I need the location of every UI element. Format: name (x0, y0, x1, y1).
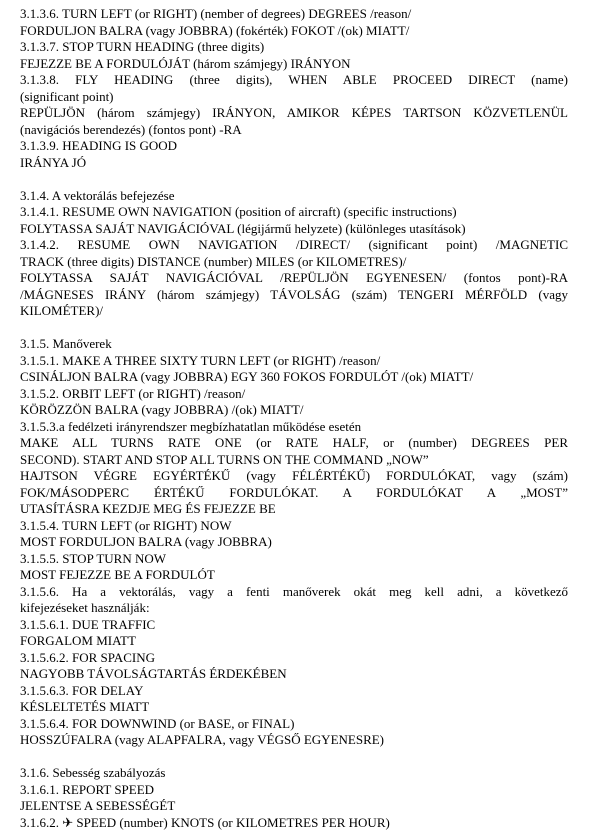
text-line: HAJTSON VÉGRE EGYÉRTÉKŰ (vagy FÉLÉRTÉKŰ) FORDULÓKAT, vagy (szám) (20, 468, 568, 483)
text-line: HOSSZÚFALRA (vagy ALAPFALRA, vagy VÉGSŐ EGYENESRE) (20, 732, 385, 747)
document-section (20, 765, 568, 831)
text-line: 3.1.5.6.2. FOR SPACING (20, 649, 155, 665)
text-line: FORGALOM MIATT (20, 633, 136, 648)
text-line: 3.1.5.6. Ha a vektorálás, vagy a fenti manőverek okát meg kell adni, a következő (20, 583, 568, 599)
text-line: 3.1.4. A vektorálás befejezése (20, 187, 175, 203)
text-line: MOST FORDULJON BALRA (vagy JOBBRA) (20, 534, 272, 549)
text-line: FEJEZZE BE A FORDULÓJÁT (három számjegy) IRÁNYON (20, 55, 351, 71)
text-line: 3.1.5.6.1. DUE TRAFFIC (20, 616, 156, 632)
text-line: REPÜLJÖN (három számjegy) IRÁNYON, AMIKOR KÉPES TARTSON KÖZVETLENÜL (20, 105, 568, 120)
text-line: 3.1.5.3.a fedélzeti irányrendszer megbízhatatlan működése esetén (20, 418, 362, 434)
text-line: /MÁGNESES IRÁNY (három számjegy) TÁVOLSÁG (szám) TENGERI MÉRFÖLD (vagy (20, 286, 568, 302)
text-line: (significant point) (20, 88, 114, 104)
section-gap (20, 320, 568, 337)
text-line: 3.1.6.2. ✈ SPEED (number) KNOTS (or KILOMETRES PER HOUR) (20, 814, 390, 830)
text-line: 3.1.3.6. TURN LEFT (or RIGHT) (nember of degrees) DEGREES /reason/ (20, 6, 412, 21)
text-line: UTASÍTÁSRA KEZDJE MEG ÉS FEJEZZE BE (20, 501, 276, 516)
text-line: 3.1.5.4. TURN LEFT (or RIGHT) NOW (20, 517, 232, 533)
text-line: IRÁNYA JÓ (20, 154, 87, 170)
text-line: FOLYTASSA SAJÁT NAVIGÁCIÓVAL (légijármű helyzete) (különleges utasítások) (20, 220, 466, 236)
text-line: 3.1.6.1. REPORT SPEED (20, 781, 155, 797)
text-line: 3.1.5.1. MAKE A THREE SIXTY TURN LEFT (or RIGHT) /reason/ (20, 352, 381, 368)
text-line: 3.1.5.6.3. FOR DELAY (20, 682, 144, 698)
text-line: 3.1.4.1. RESUME OWN NAVIGATION (position of aircraft) (specific instructions) (20, 204, 457, 219)
text-line: 3.1.3.8. FLY HEADING (three digits), WHEN ABLE PROCEED DIRECT (name) (20, 72, 568, 87)
text-line: MOST FEJEZZE BE A FORDULÓT (20, 567, 215, 582)
text-line: JELENTSE A SEBESSÉGÉT (20, 798, 176, 813)
text-line: FORDULJON BALRA (vagy JOBBRA) (fokérték) FOKOT /(ok) MIATT/ (20, 22, 410, 38)
text-line: 3.1.4.2. RESUME OWN NAVIGATION /DIRECT/ (significant point) /MAGNETIC (20, 237, 568, 252)
text-line: SECOND). START AND STOP ALL TURNS ON THE COMMAND „NOW” (20, 451, 429, 467)
text-line: 3.1.3.7. STOP TURN HEADING (three digits) (20, 39, 265, 54)
text-line: KILOMÉTER)/ (20, 303, 104, 318)
document-page (20, 6, 568, 831)
text-line: 3.1.6. Sebesség szabályozás (20, 765, 166, 780)
text-line: 3.1.3.9. HEADING IS GOOD (20, 138, 178, 153)
text-line: 3.1.5.5. STOP TURN NOW (20, 550, 167, 566)
text-line: KÖRÖZZÖN BALRA (vagy JOBBRA) /(ok) MIATT/ (20, 402, 304, 417)
section-gap (20, 171, 568, 188)
document-section (20, 6, 568, 171)
section-gap (20, 749, 568, 766)
text-line: FOK/MÁSODPERC ÉRTÉKŰ FORDULÓKAT. A FORDULÓKAT A „MOST” (20, 484, 568, 500)
document-section (20, 188, 568, 320)
text-line: KÉSLELTETÉS MIATT (20, 699, 150, 714)
text-line: MAKE ALL TURNS RATE ONE (or RATE HALF, or (number) DEGREES PER (20, 435, 568, 450)
text-line: 3.1.5. Manőverek (20, 336, 112, 351)
text-line: 3.1.5.2. ORBIT LEFT (or RIGHT) /reason/ (20, 385, 246, 401)
text-line: TRACK (three digits) DISTANCE (number) MILES (or KILOMETRES)/ (20, 253, 407, 269)
text-line: CSINÁLJON BALRA (vagy JOBBRA) EGY 360 FOKOS FORDULÓT /(ok) MIATT/ (20, 369, 474, 384)
text-line: NAGYOBB TÁVOLSÁGTARTÁS ÉRDEKÉBEN (20, 666, 287, 681)
text-line: kifejezéseket használják: (20, 600, 150, 615)
text-line: 3.1.5.6.4. FOR DOWNWIND (or BASE, or FINAL) (20, 715, 295, 731)
text-line: (navigációs berendezés) (fontos pont) -RA (20, 121, 242, 137)
text-line: FOLYTASSA SAJÁT NAVIGÁCIÓVAL /REPÜLJÖN EGYENESEN/ (fontos pont)-RA (20, 270, 568, 285)
document-section (20, 336, 568, 749)
